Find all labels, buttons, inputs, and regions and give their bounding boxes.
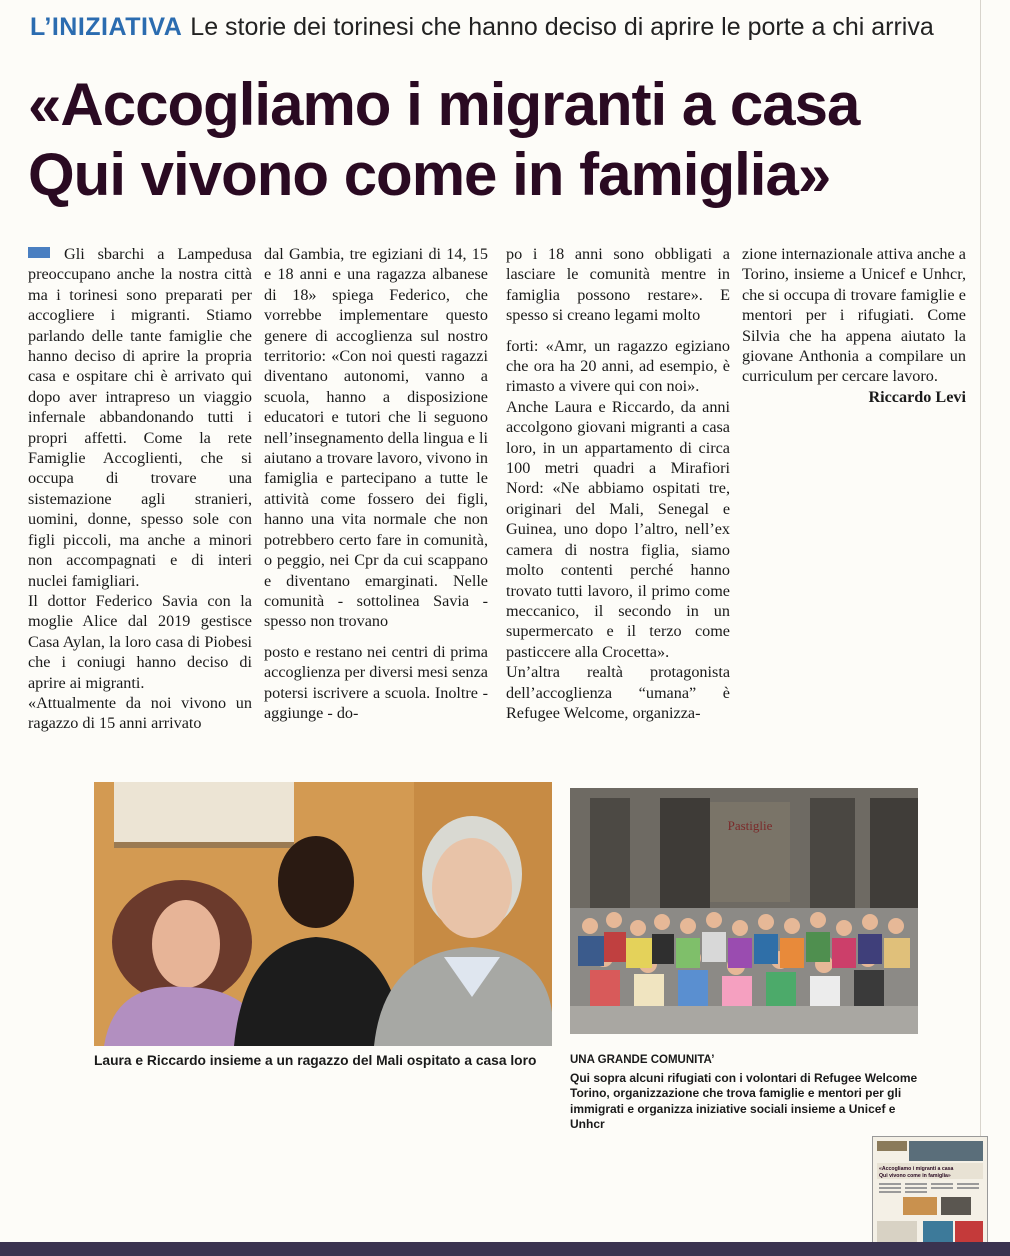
- shop-sign: Pastiglie: [727, 818, 773, 833]
- article-column-1: [28, 244, 252, 734]
- col2-para2: posto e restano nei centri di prima accoglienza per diversi mesi senza potersi iscrivere a scuola. Inoltre - aggiunge - do-: [264, 642, 488, 722]
- article-column-4: [742, 244, 966, 407]
- page-thumbnail-preview: [873, 1137, 987, 1249]
- byline: Riccardo Levi: [868, 387, 966, 406]
- photo-laura-riccardo: [94, 782, 552, 1046]
- photo-caption-2: [570, 1053, 920, 1133]
- col3-para4: Un’altra realtà protagonista dell’accoglienza “umana” è Refugee Welcome, organizza-: [506, 663, 730, 722]
- col1-para1: Gli sbarchi a Lampedusa preoccupano anche la nostra città ma i torinesi sono preparati per accogliere i migranti. Stiamo parlando delle tante famiglie che hanno deciso di aprire la propria casa e ospitare chi è arrivato qui dopo aver intrapreso un viaggio infernale abbandonando tutti i propri affetti. Come la rete Famiglie Accoglienti, che si occupa di trovare una sistemazione agli stranieri, uomini, donne, spesso sole con figli piccoli, ma anche a minori non accompagnati e di interi nuclei famigliari.: [28, 245, 252, 590]
- kicker-subtitle: Le storie dei torinesi che hanno deciso di aprire le porte a chi arriva: [190, 12, 934, 41]
- col1-para3: «Attualmente da noi vivono un ragazzo di 15 anni arrivato: [28, 693, 252, 733]
- col2-para1: dal Gambia, tre egiziani di 14, 15 e 18 anni e una ragazza albanese di 18» spiega Federico, che vorrebbe implementare questo genere di accoglienza sul nostro territorio: «Con noi questi ragazzi diventano autonomi, vanno a scuola, hanno a disposizione educatori e tutori che li seguono nell’insegnamento della lingua e li aiutano a trovare lavoro, vivono in famiglia e partecipano a tutte le attività come fossero dei figli, hanno una vita normale che non potrebbero certo fare in comunità, o peggio, nei Cpr da cui scappano e diventano emarginati. Nelle comunità - sottolinea Savia - spesso non trovano: [264, 245, 488, 631]
- headline: [28, 70, 978, 210]
- kicker: [30, 10, 934, 44]
- photo-laura-riccardo-illustration: [94, 782, 552, 1046]
- col3-para3: Anche Laura e Riccardo, da anni accolgono giovani migranti a casa loro, in un appartamento di circa 100 metri quadri a Mirafiori Nord: «Ne abbiamo ospitati tre, originari del Mali, Senegal e Guinea, uno dopo l’altro, nell’ex camera di nostra figlia, siamo molto contenti perché hanno trovato tutti lavoro, il primo come meccanico, il secondo in un supermercato e il terzo come pasticcere alla Crocetta».: [506, 397, 730, 661]
- headline-line2: Qui vivono come in famiglia»: [28, 141, 831, 208]
- col3-para1: po i 18 anni sono obbligati a lasciare le comunità mentre in famiglia possono restare». E spesso si creano legami molto: [506, 245, 730, 325]
- photo-refugee-welcome-group: [570, 788, 918, 1034]
- lead-marker: [28, 247, 50, 258]
- col1-para2: Il dottor Federico Savia con la moglie Alice dal 2019 gestisce Casa Aylan, la loro casa di Piobesi che i coniugi hanno deciso di aprire ai migranti.: [28, 591, 252, 692]
- col4-para1: zione internazionale attiva anche a Torino, insieme a Unicef e Unhcr, che si occupa di trovare famiglie e mentori per i rifugiati. Come Silvia che ha appena aiutato la giovane Anthonia a compilare un curriculum per cercare lavoro.: [742, 245, 966, 386]
- caption2-title: UNA GRANDE COMUNITA’: [570, 1054, 715, 1066]
- article-column-2: [264, 244, 488, 723]
- bottom-strip: [0, 1242, 1010, 1256]
- page-thumbnail[interactable]: [872, 1136, 988, 1250]
- kicker-label: L’INIZIATIVA: [30, 12, 183, 41]
- caption2-text: Qui sopra alcuni rifugiati con i volontari di Refugee Welcome Torino, organizzazione che trova famiglie e mentori per gli immigrati e organizza iniziative sociali insieme a Unicef e Unhcr: [570, 1070, 918, 1131]
- photo-caption-1: Laura e Riccardo insieme a un ragazzo del Mali ospitato a casa loro: [94, 1053, 537, 1068]
- photo-group-illustration: [570, 788, 918, 1034]
- headline-line1: «Accogliamo i migranti a casa: [28, 71, 860, 138]
- article-column-3: [506, 244, 730, 723]
- thumb-headline1: «Accogliamo i migranti a casa: [879, 1166, 954, 1172]
- col3-para2: forti: «Amr, un ragazzo egiziano che ora ha 20 anni, ad esempio, è rimasto a vivere qui con noi».: [506, 336, 730, 396]
- thumb-headline2: Qui vivono come in famiglia»: [879, 1173, 951, 1179]
